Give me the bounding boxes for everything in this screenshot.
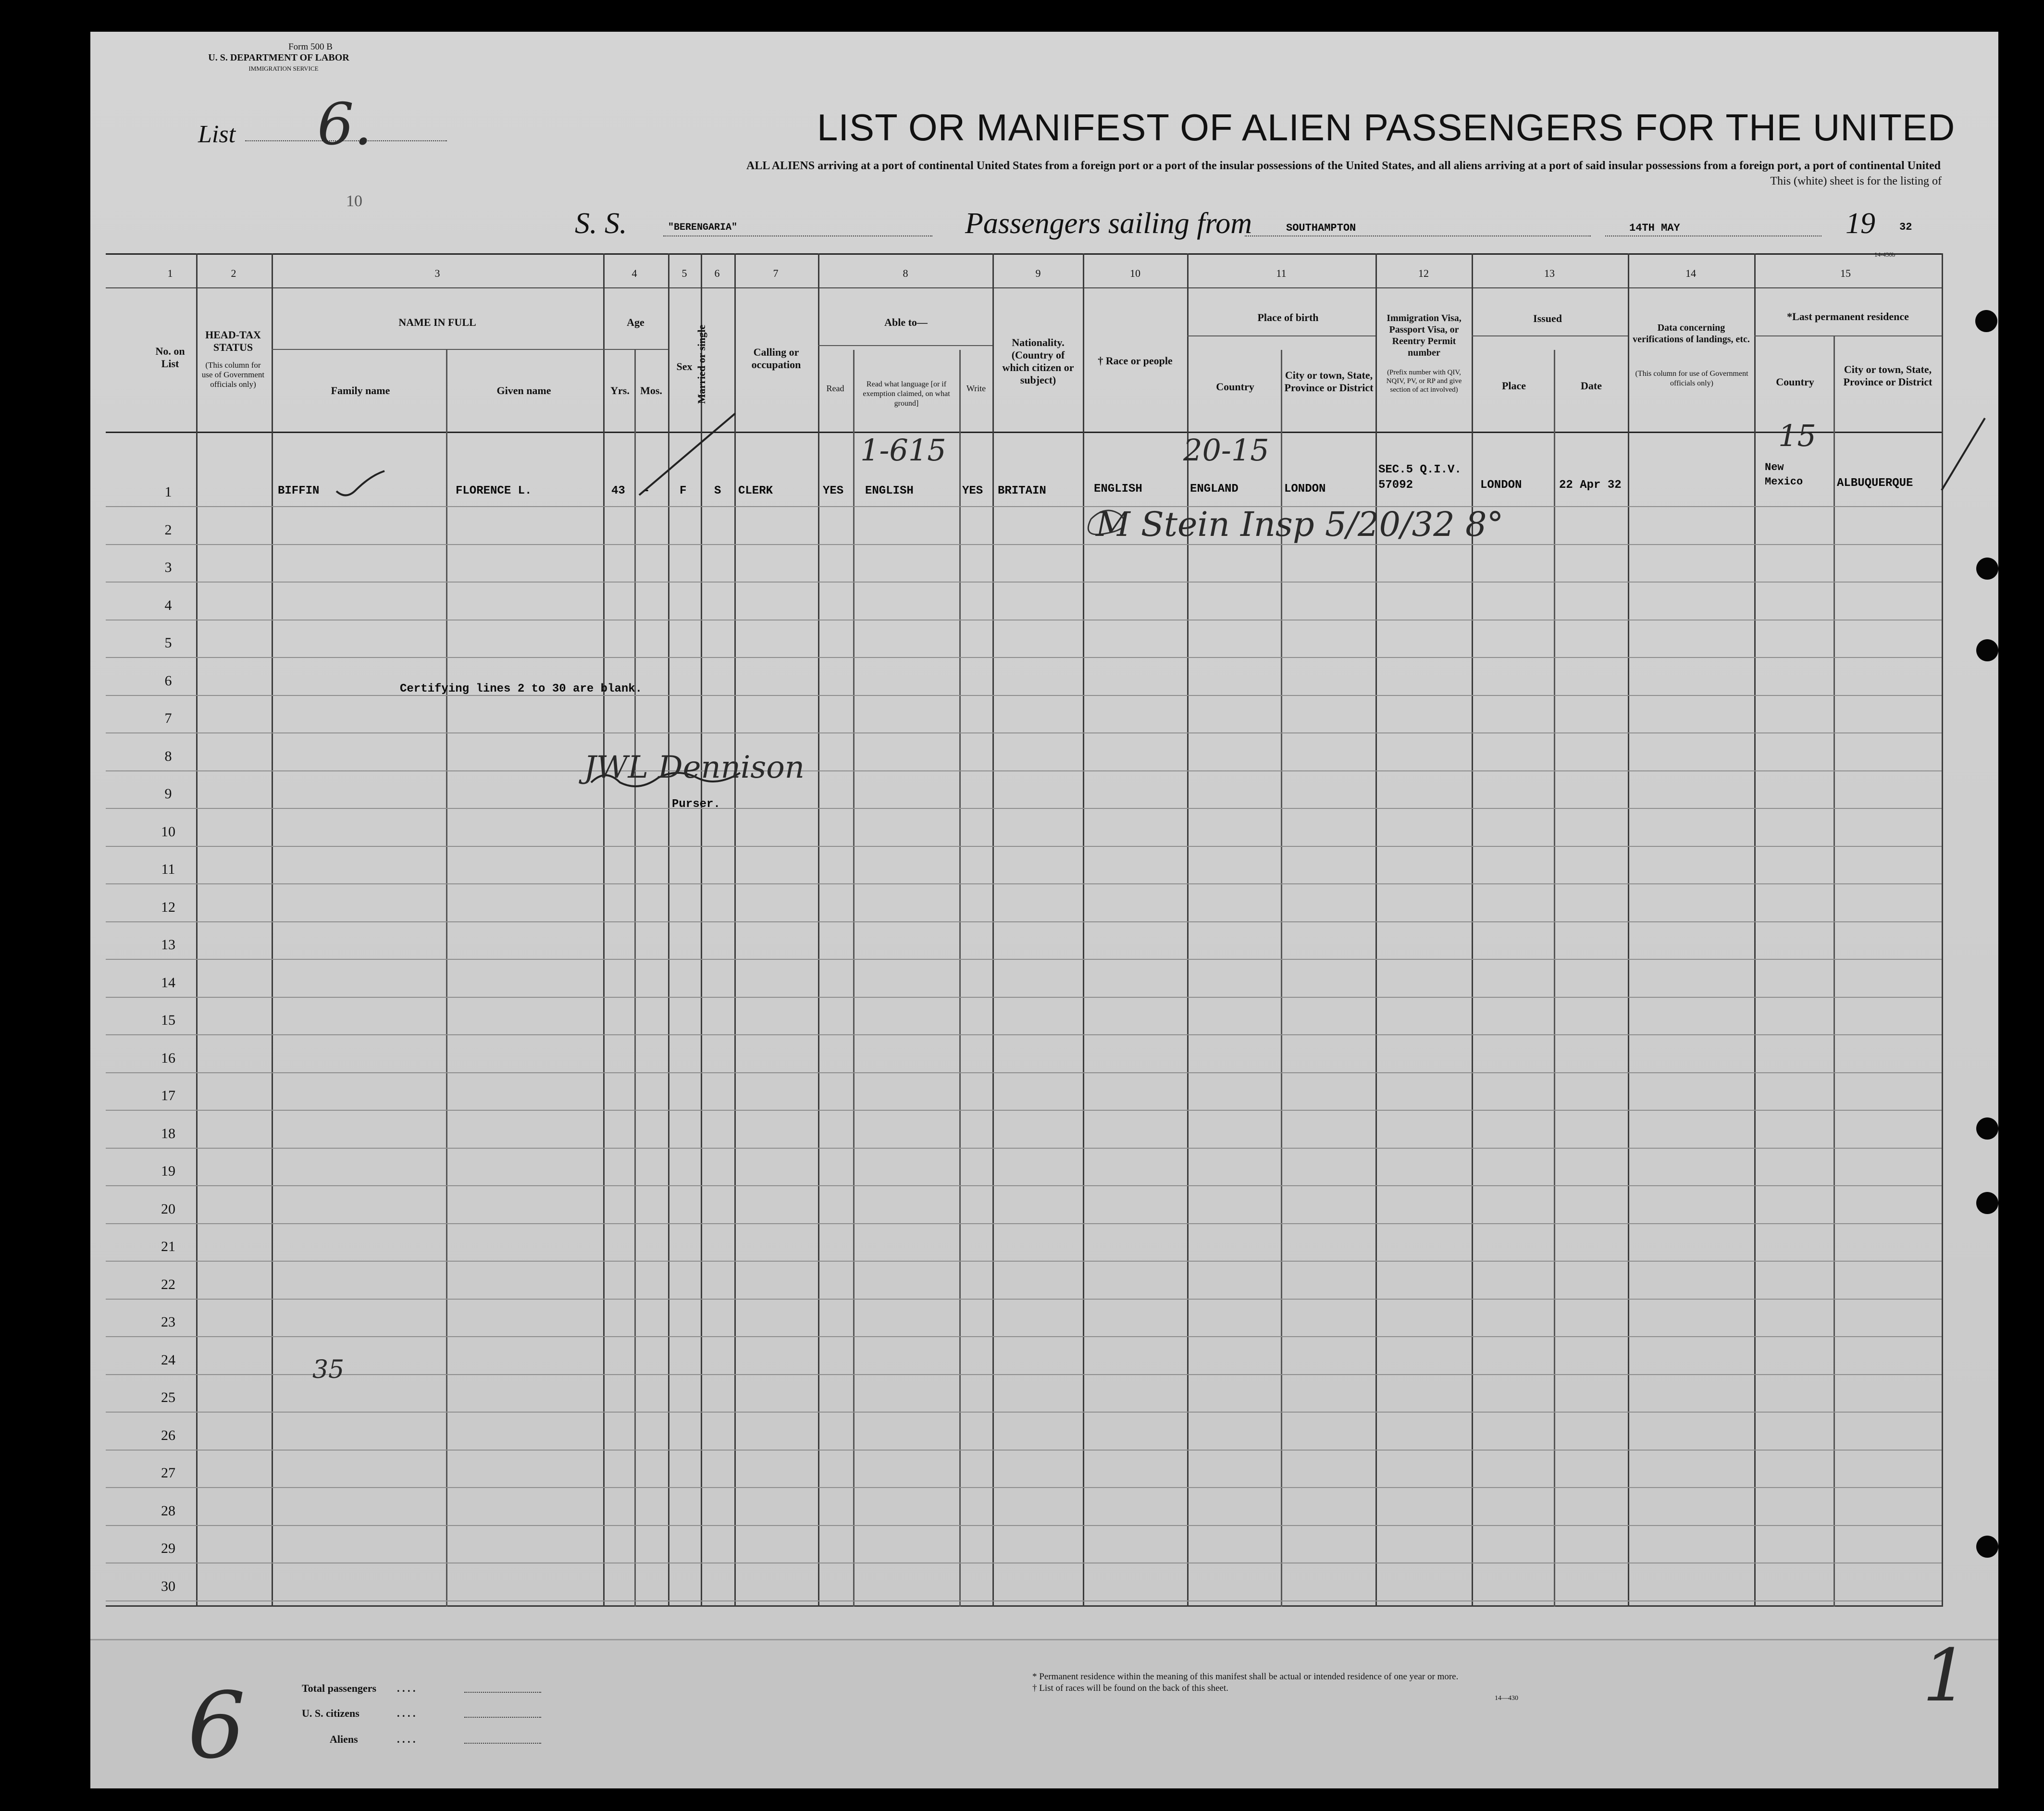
list-label: List	[198, 121, 236, 148]
column-number: 7	[773, 267, 779, 279]
row-number: 29	[161, 1540, 175, 1556]
header-visa-note: (Prefix number with QIV, NQIV, PV, or RP and give section of act involved)	[1386, 369, 1462, 394]
header-age-yrs: Yrs.	[610, 385, 630, 397]
total-passengers-dots: . . . .	[397, 1682, 416, 1694]
column-number: 4	[632, 267, 637, 279]
right-margin-check	[1942, 418, 1985, 490]
row-number: 4	[164, 597, 172, 613]
row-number: 25	[161, 1389, 175, 1405]
row-number: 26	[161, 1427, 175, 1443]
header-read: Read	[826, 384, 844, 393]
row-number: 3	[164, 559, 172, 575]
header-age: Age	[627, 316, 644, 328]
passenger-birth-city: LONDON	[1284, 483, 1326, 496]
header-age-mos: Mos.	[640, 385, 662, 397]
header-calling: Calling or occupation	[751, 346, 801, 371]
punch-hole	[1976, 558, 1998, 580]
row-number: 20	[161, 1201, 175, 1217]
row-number: 16	[161, 1050, 175, 1066]
punch-hole	[1976, 1117, 1998, 1140]
column-number: 13	[1544, 267, 1555, 279]
column-number: 14	[1685, 267, 1696, 279]
row-number: 21	[161, 1239, 175, 1254]
passenger-given-name: FLORENCE L.	[456, 484, 532, 497]
total-passengers-line	[464, 1692, 541, 1693]
column-number: 15	[1840, 267, 1851, 279]
hand-inspector-note: M Stein Insp 5/20/32 8°	[1096, 505, 1504, 544]
passenger-visa-section: SEC.5 Q.I.V.	[1378, 463, 1462, 476]
subtitle-line-1: ALL ALIENS arriving at a port of continental United States from a foreign port or a port of the insular possessions of the United States, and all aliens arriving at a port of said insular possessions from a foreign port, a port of continental United	[746, 160, 1941, 172]
us-citizens-label: U. S. citizens	[302, 1707, 359, 1719]
us-citizens-dots: . . . .	[397, 1707, 416, 1719]
header-res-city: City or town, State, Province or District	[1843, 363, 1933, 388]
certifying-text: Certifying lines 2 to 30 are blank.	[400, 682, 643, 695]
row-number: 13	[161, 937, 175, 953]
header-landing-data: Data concerning verifications of landings, etc.	[1633, 323, 1750, 345]
header-nationality: Nationality. (Country of which citizen or subject)	[1002, 336, 1074, 386]
row-number: 24	[161, 1352, 175, 1368]
subtitle-line-2: This (white) sheet is for the listing of	[1770, 175, 1942, 187]
us-citizens-line	[464, 1717, 541, 1718]
row-number: 8	[164, 748, 172, 764]
column-number: 3	[434, 267, 440, 279]
header-no-on-list: No. on List	[155, 345, 185, 370]
column-number: 5	[681, 267, 687, 279]
year-suffix: 32	[1899, 221, 1912, 233]
footnote-races: † List of races will be found on the back of this sheet.	[1032, 1683, 1228, 1693]
purser-title: Purser.	[672, 798, 720, 811]
column-number: 9	[1035, 267, 1041, 279]
header-issued: Issued	[1533, 312, 1562, 324]
header-landing-note: (This column for use of Government officials only)	[1635, 370, 1748, 387]
check-mark	[336, 471, 384, 496]
column-number: 6	[714, 267, 720, 279]
port-name: SOUTHAMPTON	[1286, 222, 1356, 234]
column-number: 1	[167, 267, 173, 279]
column-number: 2	[231, 267, 236, 279]
passenger-family-name: BIFFIN	[278, 484, 320, 497]
header-visa: Immigration Visa, Passport Visa, or Reentry Permit number	[1387, 313, 1462, 358]
purser-signature: JWL Dennison	[584, 750, 805, 785]
column-number: 12	[1418, 267, 1429, 279]
passenger-age-mos: -	[643, 484, 650, 497]
list-number: 6.	[317, 91, 372, 158]
footnote-residence: * Permanent residence within the meaning of this manifest shall be actual or intended residence of one year or more.	[1032, 1672, 1459, 1682]
header-able-to: Able to—	[884, 316, 928, 328]
punch-hole	[1976, 1192, 1998, 1214]
row-number: 9	[164, 786, 172, 802]
header-place-of-birth: Place of birth	[1257, 311, 1319, 323]
stray-mark: 10	[346, 192, 362, 210]
header-last-residence: *Last permanent residence	[1787, 310, 1909, 323]
column-number: 8	[903, 267, 908, 279]
passenger-occupation: CLERK	[738, 484, 773, 497]
row-number: 14	[161, 975, 175, 991]
header-race: † Race or people	[1098, 355, 1173, 367]
sailing-label: Passengers sailing from	[965, 207, 1252, 240]
header-head-tax: HEAD-TAX STATUS	[205, 329, 261, 353]
row-number: 10	[161, 824, 175, 840]
passenger-language: ENGLISH	[865, 484, 914, 497]
row-number: 23	[161, 1314, 175, 1330]
row-number: 11	[161, 861, 175, 877]
hand-residence-code: 15	[1778, 418, 1816, 453]
row-number: 15	[161, 1012, 175, 1028]
column-number: 11	[1276, 267, 1287, 279]
header-res-country: Country	[1776, 376, 1814, 388]
header-name-in-full: NAME IN FULL	[398, 316, 476, 328]
header-family-name: Family name	[331, 385, 390, 397]
header-married: Married or single	[695, 324, 707, 404]
age-slash	[639, 413, 735, 495]
passenger-res-country-2: Mexico	[1765, 476, 1803, 488]
punch-hole	[1975, 310, 1997, 332]
header-read-language: Read what language [or if exemption claimed, on what ground]	[863, 380, 950, 408]
row-number: 6	[164, 673, 172, 689]
row-number: 27	[161, 1465, 175, 1481]
row-number: 22	[161, 1277, 175, 1292]
row-number: 19	[161, 1163, 175, 1179]
service-name: IMMIGRATION SERVICE	[248, 65, 319, 72]
aliens-line	[464, 1743, 541, 1744]
year-prefix: 19	[1846, 207, 1875, 240]
ss-label: S. S.	[575, 207, 627, 240]
footer-area	[90, 1639, 1998, 1788]
header-write: Write	[966, 384, 986, 393]
row-number: 12	[161, 899, 175, 915]
form-number: Form 500 B	[288, 42, 333, 52]
hand-bottom-number: 6	[187, 1673, 246, 1779]
passenger-birth-country: ENGLAND	[1190, 483, 1239, 496]
passenger-read: YES	[823, 484, 844, 497]
header-head-tax-note: (This column for use of Government officials only)	[201, 360, 265, 389]
row-number: 18	[161, 1126, 175, 1141]
punch-hole	[1976, 639, 1998, 661]
passenger-issued-date: 22 Apr 32	[1559, 479, 1622, 492]
row-number: 17	[161, 1088, 175, 1104]
department-name: U. S. DEPARTMENT OF LABOR	[208, 52, 349, 63]
passenger-res-country-1: New	[1765, 461, 1784, 473]
row-number: 7	[164, 710, 172, 726]
passenger-age-yrs: 43	[611, 484, 625, 497]
punch-hole	[1976, 1536, 1998, 1558]
row-number: 5	[164, 635, 172, 651]
sailing-date: 14TH MAY	[1629, 222, 1680, 234]
header-birth-city: City or town, State, Province or District	[1284, 369, 1374, 394]
footer-code: 14—430	[1495, 1695, 1518, 1702]
header-issued-place: Place	[1501, 380, 1526, 392]
hand-language-code: 1-615	[860, 433, 946, 468]
page-title: LIST OR MANIFEST OF ALIEN PASSENGERS FOR THE UNITED	[817, 106, 1956, 149]
header-given-name: Given name	[496, 385, 551, 397]
passenger-issued-place: LONDON	[1480, 479, 1522, 492]
passenger-nationality: BRITAIN	[998, 484, 1046, 497]
total-passengers-label: Total passengers	[302, 1682, 377, 1694]
passenger-marital: S	[714, 484, 721, 497]
ship-name: "BERENGARIA"	[668, 222, 738, 233]
header-sex: Sex	[676, 360, 693, 372]
row-number: 1	[164, 484, 172, 500]
row-number: 2	[164, 522, 172, 538]
passenger-visa-number: 57092	[1378, 479, 1413, 492]
passenger-race: ENGLISH	[1094, 483, 1142, 496]
header-issued-date: Date	[1581, 380, 1602, 392]
aliens-label: Aliens	[330, 1733, 358, 1745]
hand-birth-code: 20-15	[1183, 433, 1269, 468]
row-number: 28	[161, 1503, 175, 1519]
passenger-res-city: ALBUQUERQUE	[1837, 477, 1913, 490]
hand-bottom-right: 1	[1922, 1634, 1969, 1718]
column-number: 10	[1130, 267, 1140, 279]
aliens-dots: . . . .	[397, 1733, 416, 1745]
passenger-write: YES	[962, 484, 983, 497]
hand-row25-mark: 35	[312, 1355, 345, 1384]
passenger-sex: F	[680, 484, 687, 497]
row-number: 30	[161, 1578, 175, 1594]
header-birth-country: Country	[1216, 381, 1254, 393]
